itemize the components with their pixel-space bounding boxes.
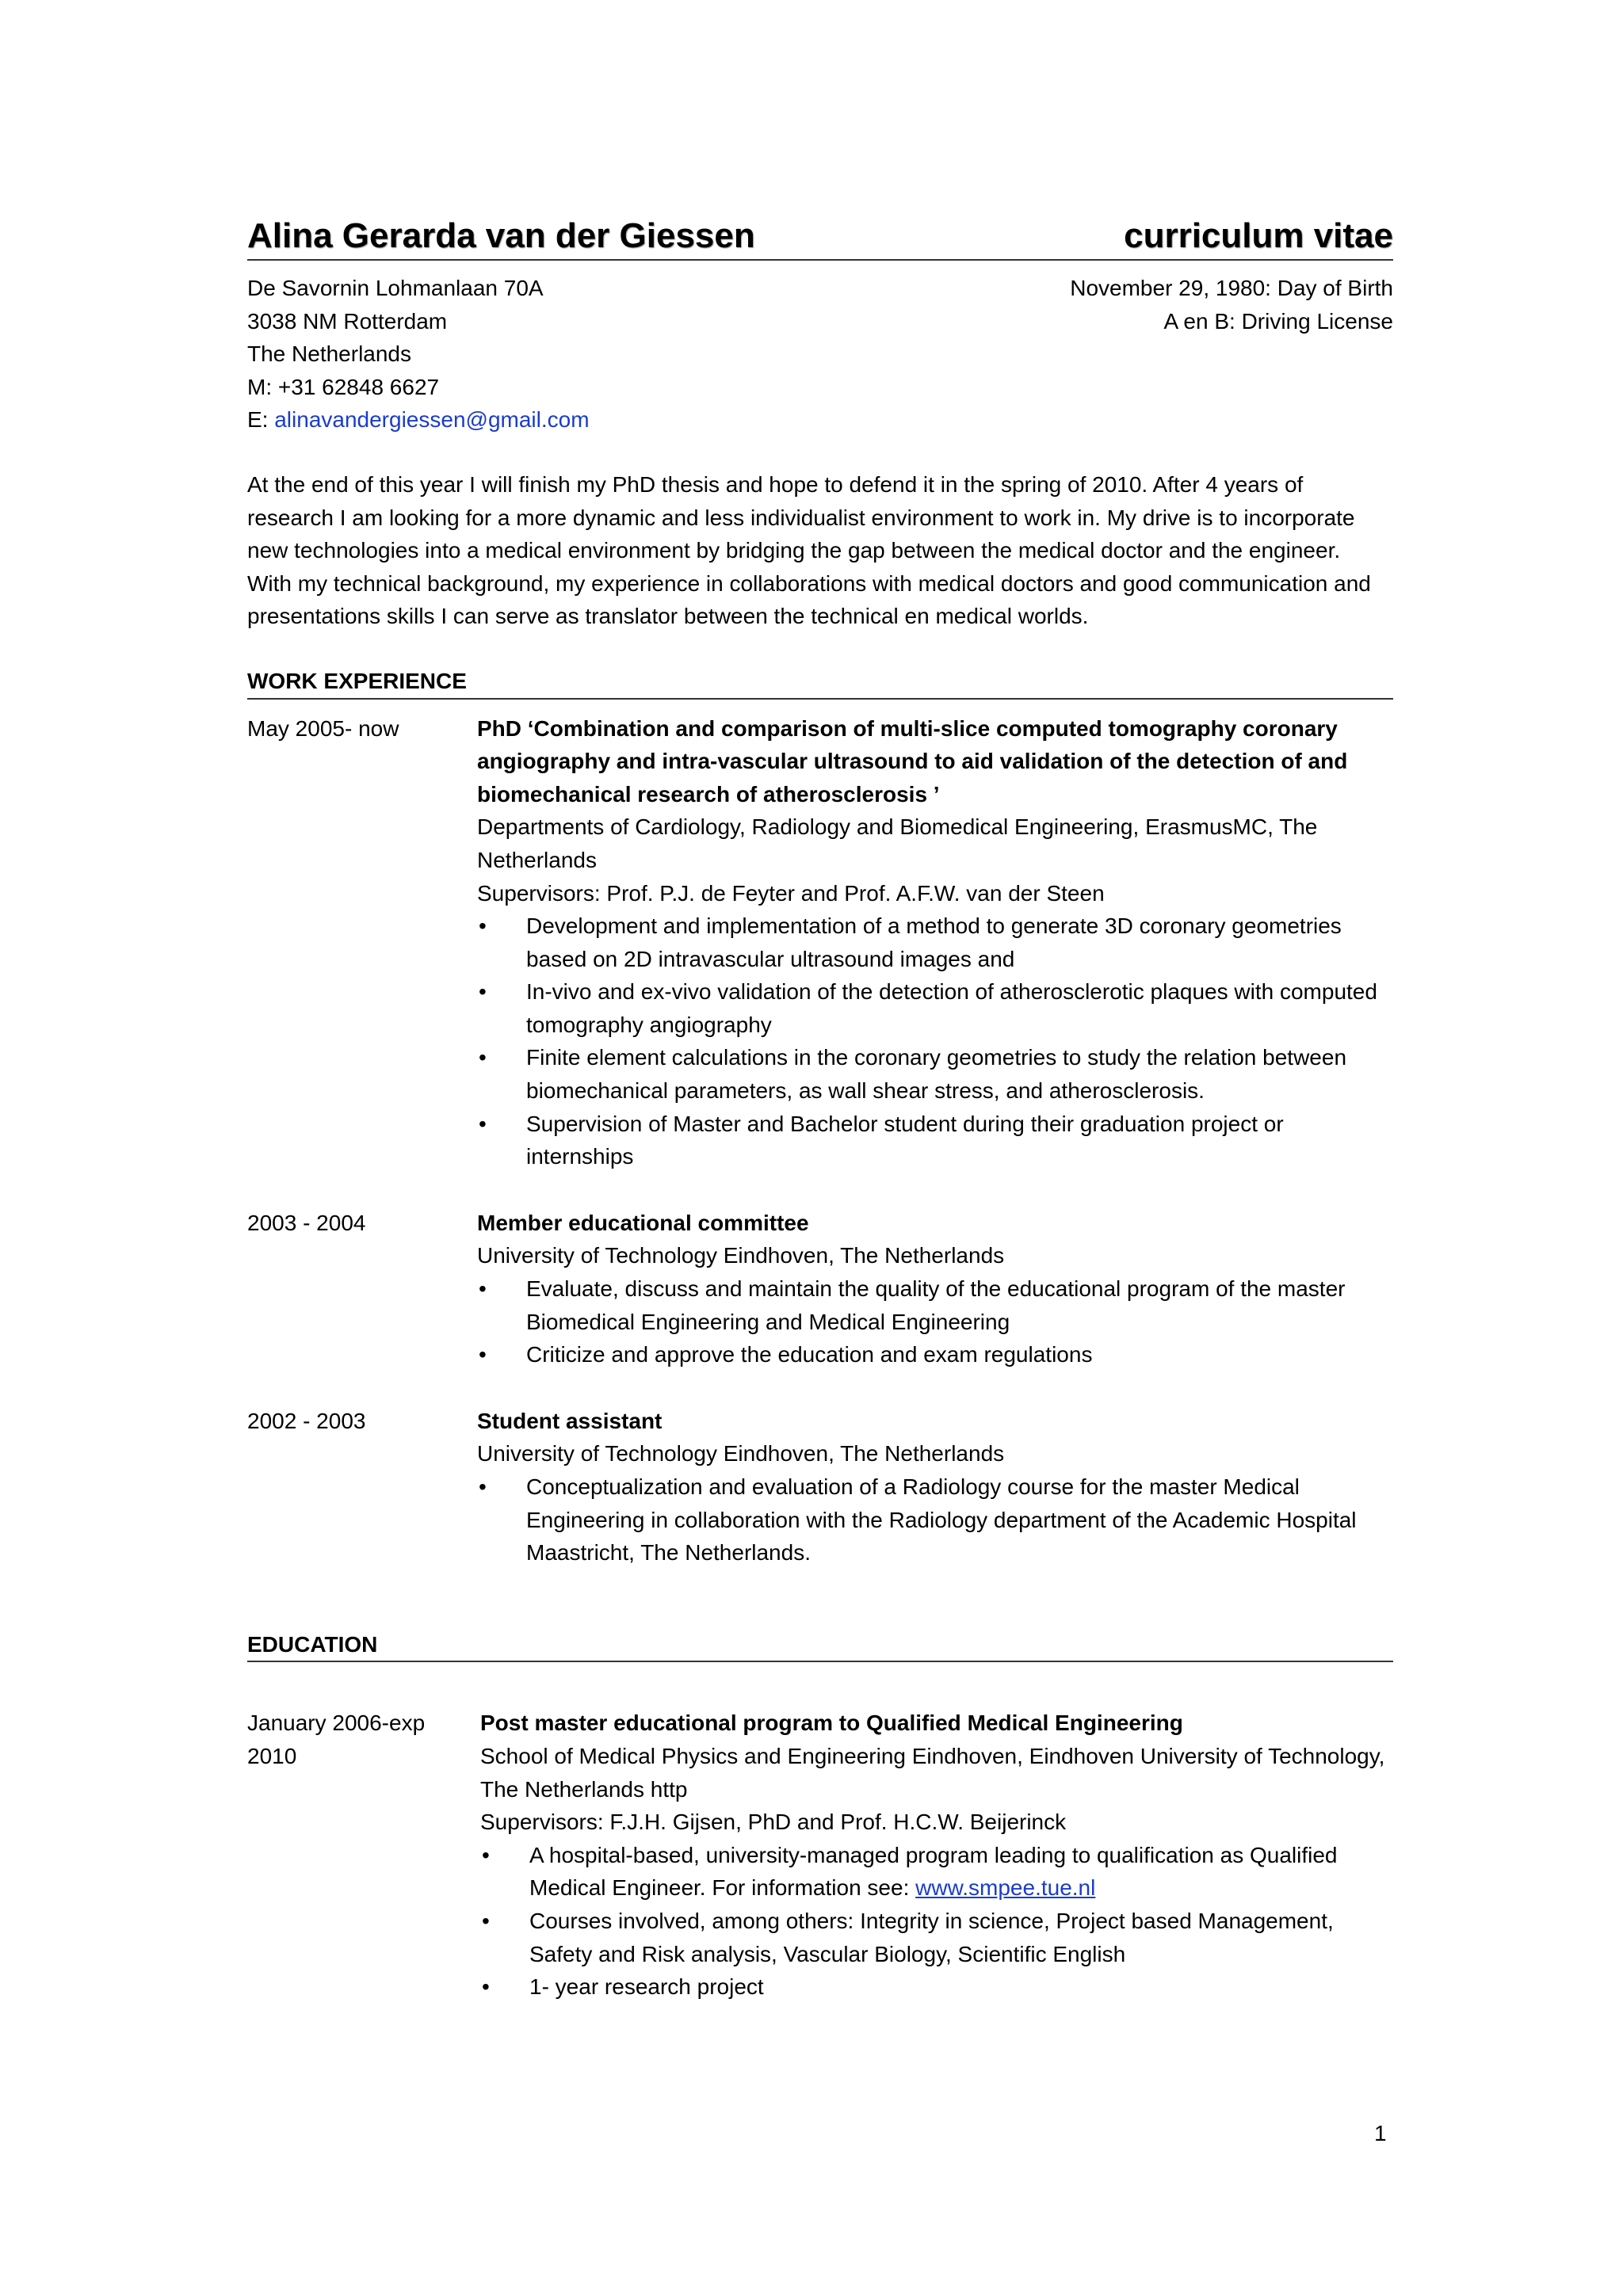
driving-license: A en B: Driving License	[1163, 308, 1393, 334]
entry-title: Member educational committee	[477, 1210, 809, 1235]
education-heading: EDUCATION	[247, 1628, 1393, 1663]
page-number: 1	[1374, 2121, 1387, 2145]
entry-date: January 2006-exp 2010	[247, 1711, 426, 1768]
bullet-item: • Conceptualization and evaluation of a Radiology course for the master Medical Engineering in collaboration with the Radiology department of the Academic Hospital Maastricht, The Netherlands.	[477, 1470, 1393, 1569]
entry-organization: Departments of Cardiology, Radiology and Biomedical Engineering, ErasmusMC, The Netherlands	[477, 814, 1318, 872]
birth-date: November 29, 1980: Day of Birth	[1070, 276, 1393, 300]
cv-header	[247, 214, 1393, 261]
bullet-item: • In-vivo and ex-vivo validation of the detection of atherosclerotic plaques with computed tomography angiography	[477, 975, 1393, 1041]
entry-organization: University of Technology Eindhoven, The Netherlands	[477, 1243, 1005, 1268]
contact-block	[247, 272, 1393, 437]
entry-body	[480, 1707, 1393, 2003]
entry-date: May 2005- now	[247, 715, 399, 741]
address-country: The Netherlands	[247, 341, 412, 367]
entry-organization: University of Technology Eindhoven, The Netherlands	[477, 1441, 1005, 1466]
applicant-name: Alina Gerarda van der Giessen	[247, 216, 755, 255]
address-line-1: De Savornin Lohmanlaan 70A	[247, 276, 544, 300]
entry-title: Post master educational program to Qualified Medical Engineering	[480, 1711, 1183, 1736]
entry-supervisors: Supervisors: F.J.H. Gijsen, PhD and Prof. H.C.W. Beijerinck	[480, 1810, 1067, 1835]
bullet-item	[480, 1839, 1393, 1905]
entry-title: PhD ‘Combination and comparison of multi-slice computed tomography coronary angiography and intra-vascular ultrasound to aid validation of the detection of and biomechanical research of atherosclerosis ’	[477, 715, 1348, 807]
entry-title: Student assistant	[477, 1408, 663, 1433]
intro-paragraph: At the end of this year I will finish my PhD thesis and hope to defend it in the spring of 2010. After 4 years of research I am looking for a more dynamic and less individualist environment to work in. My drive is to incorporate new technologies into a medical environment by bridging the gap between the medical doctor and the engineer. With my technical background, my experience in collaborations with medical doctors and good communication and presentations skills I can serve as translator between the technical en medical worlds.	[247, 471, 1371, 629]
entry-bullets	[480, 1839, 1393, 2004]
bullet-item: • Evaluate, discuss and maintain the quality of the educational program of the master Biomedical Engineering and Medical Engineering	[477, 1272, 1393, 1338]
bullet-text: A hospital-based, university-managed program leading to qualification as Qualified Medical Engineer. For information see:	[529, 1842, 1338, 1901]
bullet-item: • 1- year research project	[480, 1970, 1393, 2004]
cv-page	[247, 214, 1393, 2004]
entry-body	[477, 1207, 1393, 1371]
entry-date: 2003 - 2004	[247, 1210, 366, 1235]
bullet-item: • Finite element calculations in the coronary geometries to study the relation between biomechanical parameters, as wall shear stress, and atherosclerosis.	[477, 1041, 1393, 1107]
bullet-item: • Criticize and approve the education and exam regulations	[477, 1338, 1393, 1371]
entry-bullets	[477, 1272, 1393, 1371]
entry-supervisors: Supervisors: Prof. P.J. de Feyter and Prof. A.F.W. van der Steen	[477, 880, 1105, 906]
entry-organization: School of Medical Physics and Engineering Eindhoven, Eindhoven University of Technology, The Netherlands http	[480, 1743, 1385, 1802]
mobile-number: M: +31 62848 6627	[247, 374, 440, 399]
work-entry	[247, 1405, 1393, 1569]
entry-body	[477, 712, 1393, 1173]
document-type: curriculum vitae	[1124, 216, 1393, 255]
address-block	[247, 272, 590, 437]
entry-date: 2002 - 2003	[247, 1408, 366, 1433]
education-entry	[247, 1707, 1393, 2003]
address-line-2: 3038 NM Rotterdam	[247, 308, 448, 334]
work-entry	[247, 712, 1393, 1173]
work-experience-heading: WORK EXPERIENCE	[247, 665, 1393, 700]
email-link[interactable]: alinavandergiessen@gmail.com	[274, 407, 590, 433]
entry-bullets	[477, 910, 1393, 1173]
bullet-item: • Courses involved, among others: Integrity in science, Project based Management, Safety and Risk analysis, Vascular Biology, Scientific English	[480, 1905, 1393, 1970]
personal-details	[1070, 272, 1393, 437]
entry-body	[477, 1405, 1393, 1569]
bullet-item: • Supervision of Master and Bachelor student during their graduation project or internships	[477, 1108, 1393, 1173]
program-website-link[interactable]: www.smpee.tue.nl	[915, 1875, 1096, 1901]
entry-bullets	[477, 1470, 1393, 1569]
email-prefix: E:	[247, 407, 275, 433]
work-entry	[247, 1207, 1393, 1371]
bullet-item: • Development and implementation of a method to generate 3D coronary geometries based on 2D intravascular ultrasound images and	[477, 910, 1393, 975]
email-row	[247, 403, 590, 437]
